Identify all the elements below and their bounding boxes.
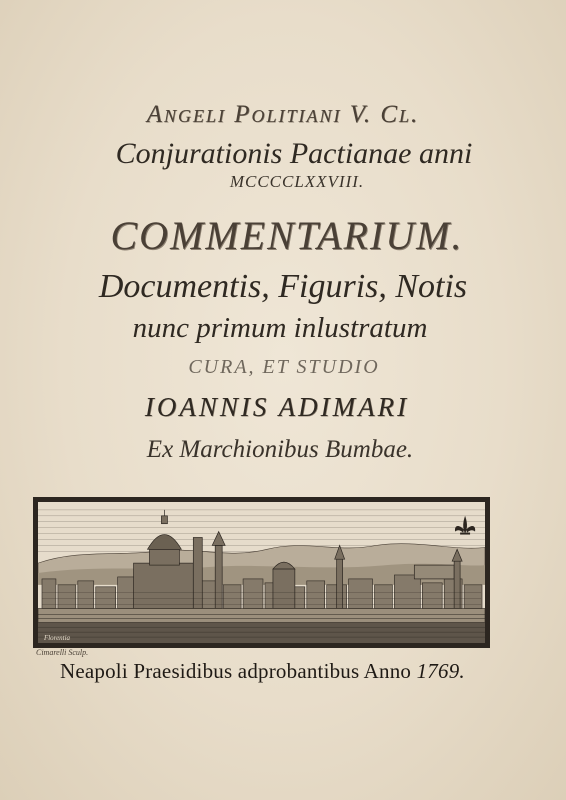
imprint-line [60,659,465,684]
imprint-text: Neapoli Praesidibus adprobantibus Anno [60,659,412,683]
care-line: CURA, ET STUDIO [188,356,380,378]
cityscape-illustration [38,502,485,643]
florence-engraving [33,497,490,648]
editor-name: IOANNIS ADIMARI [144,392,410,422]
documents-line: Documentis, Figuris, Notis [98,268,468,305]
editor-origin: Ex Marchionibus Bumbae. [146,436,414,463]
author-line: Angeli Politiani V. Cl. [146,101,420,128]
main-title: COMMENTARIUM. [110,213,464,258]
fleur-de-lis-icon [455,516,475,535]
engraver-signature: Cimarelli Sculp. [36,648,89,657]
year-line: MCCCCLXXVIII. [229,172,365,191]
subject-line: Conjurationis Pactianae anni [115,137,473,170]
city-label: Florentia [43,635,70,643]
illustrated-line: nunc primum inlustratum [132,312,428,344]
imprint-year: 1769. [416,659,465,683]
